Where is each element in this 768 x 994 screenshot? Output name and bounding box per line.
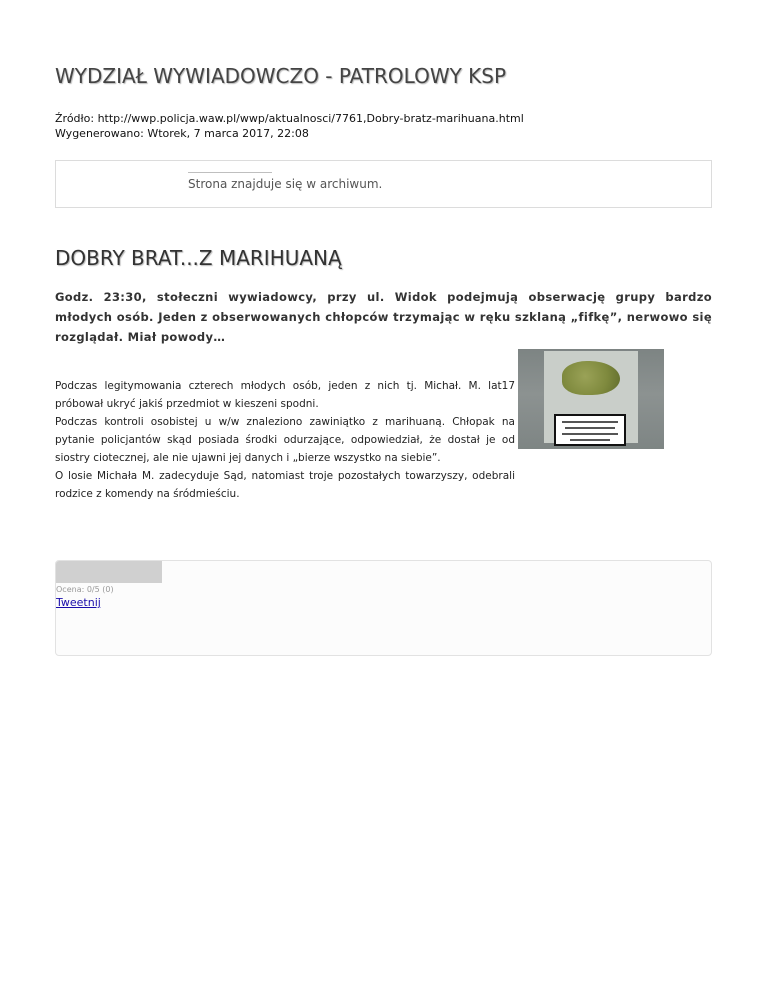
- generated-line: Wygenerowano: Wtorek, 7 marca 2017, 22:08: [55, 127, 309, 140]
- document-meta: [55, 111, 524, 141]
- article-paragraph: O losie Michała M. zadecyduje Sąd, natomiast troje pozostałych towarzyszy, odebrali rodzice z komendy na śródmieściu.: [55, 470, 515, 500]
- rating-box: [55, 560, 712, 656]
- site-title: WYDZIAŁ WYWIADOWCZO - PATROLOWY KSP: [55, 64, 507, 88]
- article-photo: [518, 349, 664, 449]
- photo-label-line: [562, 421, 618, 423]
- archive-notice-box: [55, 160, 712, 208]
- article-paragraph: Podczas legitymowania czterech młodych osób, jeden z nich tj. Michał. M. lat17 próbował ukryć jakiś przedmiot w kieszeni spodni.: [55, 380, 515, 410]
- photo-marijuana: [562, 361, 620, 395]
- article-lead: Godz. 23:30, stołeczni wywiadowcy, przy ul. Widok podejmują obserwację grupy bardzo młodych osób. Jeden z obserwowanych chłopców trzymając w ręku szklaną „fifkę”, nerwowo się rozglądał. Miał powody…: [55, 290, 712, 344]
- archive-divider: [188, 172, 272, 173]
- photo-label-line: [562, 433, 618, 435]
- article-title: DOBRY BRAT...Z MARIHUANĄ: [55, 246, 342, 270]
- photo-label-line: [570, 439, 610, 441]
- rating-score: Ocena: 0/5 (0): [56, 585, 114, 594]
- archive-notice: Strona znajduje się w archiwum.: [188, 177, 383, 191]
- tweet-link[interactable]: Tweetnij: [56, 596, 101, 609]
- article-body: [55, 377, 515, 503]
- source-line: Źródło: http://wwp.policja.waw.pl/wwp/aktualnosci/7761,Dobry-bratz-marihuana.html: [55, 112, 524, 125]
- photo-label-line: [565, 427, 615, 429]
- photo-label-card: [554, 414, 626, 446]
- article-paragraph: Podczas kontroli osobistej u w/w znaleziono zawiniątko z marihuaną. Chłopak na pytanie policjantów skąd posiada środki odurzające, odpowiedział, że dostał je od siostry ciotecznej, ale nie ujawni jej danych i „bierze wszystko na siebie”.: [55, 416, 515, 464]
- rating-stars-bar[interactable]: [56, 561, 162, 583]
